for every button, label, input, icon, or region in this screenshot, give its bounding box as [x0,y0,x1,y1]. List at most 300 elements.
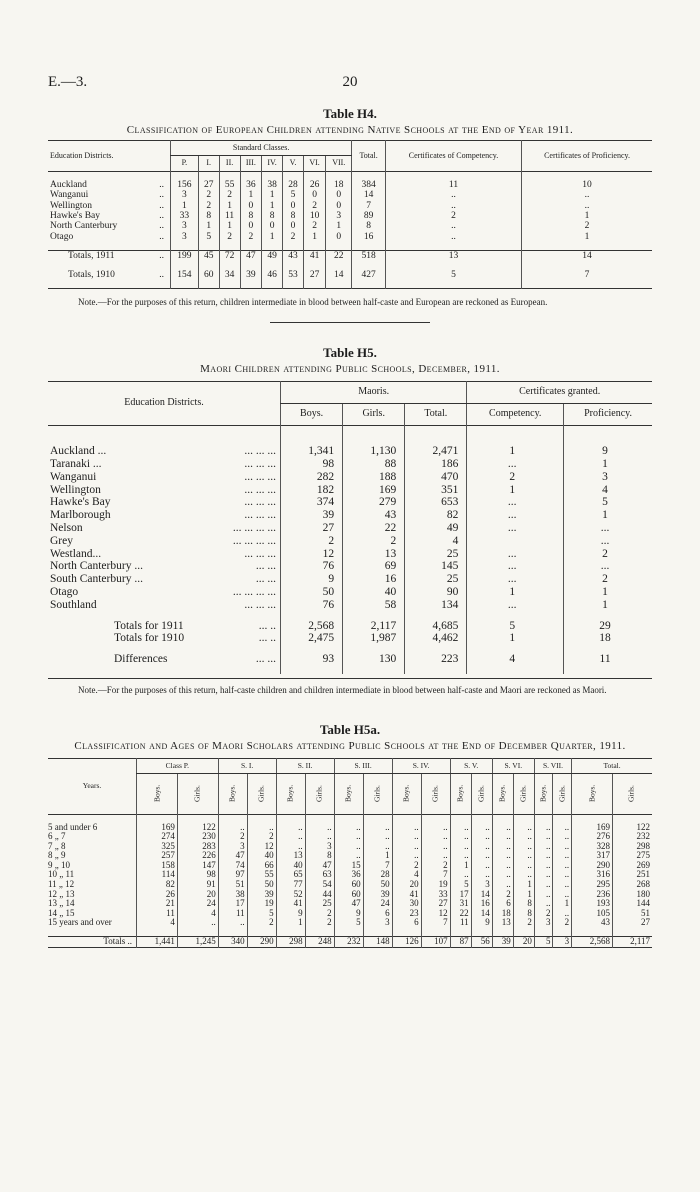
proficiency-count: .. [522,190,652,200]
spacer-row [48,612,652,620]
standard-count: 1 [198,221,219,231]
col-standard: IV. [262,156,283,171]
spacer-cell [343,612,405,620]
standard-count: 26 [303,180,325,190]
district-name [48,190,171,200]
scholar-count: 236 [572,890,613,900]
district-label: Southland [50,598,97,611]
scholar-count: 19 [421,880,450,890]
scholar-count: 39 [492,937,513,948]
scholar-count: 1 [553,899,572,909]
scholar-count: .. [513,832,534,842]
competency-count: ... [467,548,564,561]
boys-count: 1,341 [281,445,343,458]
scholar-count: 55 [247,870,276,880]
competency-count: 11 [385,180,521,190]
scholar-count: 2 [553,918,572,928]
standard-count: 2 [219,190,240,200]
scholar-count: 47 [334,899,363,909]
spacer-cell [262,242,283,251]
proficiency-count: 1 [522,232,652,242]
boys-count: 98 [281,458,343,471]
total-count: 16 [352,232,386,242]
standard-count: 2 [219,232,240,242]
district-label: Otago [50,585,79,598]
district-name [48,496,281,509]
district-name [48,221,171,231]
spacer-row [48,280,652,289]
scholar-count: 20 [513,937,534,948]
competency-count: 13 [385,251,521,262]
competency-count: ... [467,522,564,535]
standard-count: 22 [326,251,352,262]
spacer-cell [48,645,281,653]
standard-count: 1 [219,201,240,211]
total-count: 49 [405,522,467,535]
scholar-count: 251 [612,870,652,880]
district-label: Grey [50,534,73,547]
spacer-cell [283,171,304,180]
scholar-count: 2 [513,918,534,928]
scholar-count: 3 [305,842,334,852]
scholar-count: 1,245 [177,937,218,948]
table-h5-title: Table H5. [323,345,377,361]
standard-count: 46 [262,270,283,280]
standard-count: 199 [171,251,199,262]
boys-count: 50 [281,586,343,599]
scholar-count: .. [513,851,534,861]
scholar-count: 19 [247,899,276,909]
boys-count: 76 [281,599,343,612]
col-class: S. IV. [392,758,450,773]
scholar-count: 283 [177,842,218,852]
girls-count: 40 [343,586,405,599]
col-standard: V. [283,156,304,171]
standard-count: 2 [198,201,219,211]
table-row [48,880,652,890]
spacer-cell [522,242,652,251]
competency-count: 4 [467,653,564,666]
scholar-count: .. [534,832,553,842]
district-label: Totals, 1911 [68,251,115,262]
scholar-count: .. [218,918,247,928]
leader-dots: ... ... [255,653,276,666]
scholar-count: 275 [612,851,652,861]
district-label: South Canterbury ... [50,573,143,586]
standard-count: 1 [240,190,262,200]
age-range: 14 „ 15 [48,907,75,918]
standard-count: 38 [262,180,283,190]
age-range: 9 „ 10 [48,859,70,870]
scholar-count: .. [553,880,572,890]
standard-count: 3 [171,232,199,242]
standard-count: 18 [326,180,352,190]
col-total: Total. [405,403,467,425]
scholar-count: .. [218,823,247,833]
spacer-cell [343,666,405,674]
proficiency-count: 1 [564,509,652,522]
col-standard: VI. [303,156,325,171]
scholar-count: 36 [334,870,363,880]
total-count: 653 [405,496,467,509]
standard-count: 1 [171,201,199,211]
col-boys: Boys. [572,773,613,814]
standard-count: 1 [262,201,283,211]
leader-dots: ... ... ... [244,509,276,522]
scholar-count: .. [534,842,553,852]
scholar-count: 316 [572,870,613,880]
total-count: 89 [352,211,386,221]
col-proficiency: Proficiency. [564,403,652,425]
spacer-row [48,425,652,445]
scholar-count: 274 [137,832,178,842]
district-label: Auckland ... [50,445,107,458]
proficiency-count: 1 [564,586,652,599]
proficiency-count: ... [564,535,652,548]
col-boys: Boys. [492,773,513,814]
district-name [48,211,171,221]
section-divider [270,322,430,323]
scholar-count: 325 [137,842,178,852]
scholar-count: 44 [305,890,334,900]
scholar-count: .. [276,832,305,842]
scholar-count: .. [450,823,471,833]
spacer-cell [281,612,343,620]
scholar-count: .. [363,832,392,842]
district-label: Hawke's Bay [50,211,100,222]
competency-count: 1 [467,484,564,497]
col-standard: VII. [326,156,352,171]
standard-count: 0 [283,201,304,211]
spacer-cell [405,612,467,620]
district-label: Hawke's Bay [50,496,111,509]
scholar-count: 17 [218,899,247,909]
table-row [48,823,652,833]
scholar-count: 144 [612,899,652,909]
scholar-count: .. [471,842,492,852]
competency-count: 2 [385,211,521,221]
scholar-count: 41 [392,890,421,900]
scholar-count: 51 [218,880,247,890]
standard-count: 0 [326,190,352,200]
competency-count: ... [467,496,564,509]
spacer-cell [352,242,386,251]
scholar-count: 47 [218,851,247,861]
table-h5a-subtitle: Classification and Ages of Maori Scholars attending Public Schools at the End of December Quarter, 1911. [74,739,626,752]
proficiency-count: ... [564,522,652,535]
scholar-count: 3 [218,842,247,852]
scholar-count: .. [471,851,492,861]
district-name [48,632,281,645]
total-count: 427 [352,270,386,280]
district-label: Wanganui [50,470,97,483]
scholar-count: .. [534,823,553,833]
spacer-cell [405,666,467,674]
scholar-count: .. [553,851,572,861]
table-h5 [48,381,652,674]
scholar-count: 23 [392,909,421,919]
scholar-count: 56 [471,937,492,948]
table-row [48,201,652,211]
spacer-cell [171,280,199,289]
scholar-count: .. [513,842,534,852]
district-name [48,471,281,484]
table-row [48,445,652,458]
age-range: 13 „ 14 [48,898,75,909]
scholar-count: 98 [177,870,218,880]
boys-count: 76 [281,560,343,573]
col-girls: Girls. [343,403,405,425]
scholar-count: 158 [137,861,178,871]
col-maoris: Maoris. [281,382,467,404]
scholar-count: 74 [218,861,247,871]
scholar-count: 82 [137,880,178,890]
standard-count: 0 [262,221,283,231]
total-count: 470 [405,471,467,484]
scholar-count: 47 [305,861,334,871]
competency-count [467,535,564,548]
boys-count: 182 [281,484,343,497]
scholar-count: 2,117 [612,937,652,948]
district-name [48,270,171,280]
col-boys: Boys. [137,773,178,814]
col-proficiency: Certificates of Proficiency. [522,141,652,172]
table-row [48,573,652,586]
scholar-count: 148 [363,937,392,948]
scholar-count: 8 [513,899,534,909]
spacer-row [48,262,652,270]
standard-count: 10 [303,211,325,221]
scholar-count: 17 [450,890,471,900]
scholar-count: .. [513,823,534,833]
col-competency: Certificates of Competency. [385,141,521,172]
table-row [48,870,652,880]
table-row [48,937,652,948]
district-label: Marlborough [50,509,111,522]
scholar-count: .. [392,851,421,861]
district-name [48,509,281,522]
total-count: 90 [405,586,467,599]
scholar-count: 22 [450,909,471,919]
standard-count: 8 [262,211,283,221]
scholar-count: 60 [334,880,363,890]
col-boys: Boys. [218,773,247,814]
scholar-count: 290 [572,861,613,871]
scholar-count: 5 [450,880,471,890]
scholar-count: 2 [305,918,334,928]
spacer-cell [352,280,386,289]
spacer-row [48,645,652,653]
district-label: North Canterbury ... [50,560,143,573]
scholar-count: 257 [137,851,178,861]
boys-count: 12 [281,548,343,561]
col-class: Total. [572,758,652,773]
table-row [48,909,652,919]
col-boys: Boys. [392,773,421,814]
spacer-cell [240,262,262,270]
table-row [48,251,652,262]
total-count: 25 [405,573,467,586]
table-row [48,484,652,497]
standard-count: 8 [240,211,262,221]
standard-count: 43 [283,251,304,262]
scholar-count: 11 [450,918,471,928]
spacer-cell [522,280,652,289]
spacer-cell [283,242,304,251]
spacer-cell [48,666,281,674]
spacer-cell [385,242,521,251]
scholar-count: .. [492,842,513,852]
boys-count: 2,475 [281,632,343,645]
scholar-count: 3 [363,918,392,928]
scholar-count: 269 [612,861,652,871]
leader-dots: ... ... ... [244,445,276,458]
proficiency-count: 2 [564,573,652,586]
col-class: S. III. [334,758,392,773]
scholar-count: .. [534,880,553,890]
competency-count: .. [385,232,521,242]
scholar-count: 180 [612,890,652,900]
total-count: 4,685 [405,620,467,633]
proficiency-count: 1 [522,211,652,221]
col-girls: Girls. [421,773,450,814]
standard-count: 49 [262,251,283,262]
scholar-count: .. [363,842,392,852]
scholar-count: .. [276,842,305,852]
scholar-count: .. [553,823,572,833]
scholar-count: 2,568 [572,937,613,948]
total-count: 186 [405,458,467,471]
spacer-cell [48,612,281,620]
scholar-count: 107 [421,937,450,948]
age-range: 15 years and over [48,917,112,928]
standard-count: 0 [303,190,325,200]
scholar-count: 11 [137,909,178,919]
scholar-count: 33 [421,890,450,900]
district-name [48,484,281,497]
boys-count: 93 [281,653,343,666]
boys-count: 374 [281,496,343,509]
standard-count: 34 [219,270,240,280]
scholar-count: 193 [572,899,613,909]
col-boys: Boys. [281,403,343,425]
proficiency-count: 4 [564,484,652,497]
district-name [48,458,281,471]
table-row [48,620,652,633]
table-row [48,861,652,871]
competency-count: ... [467,599,564,612]
scholar-count: 30 [392,899,421,909]
spacer-cell [262,280,283,289]
scholar-count: .. [534,899,553,909]
spacer-cell [385,262,521,270]
scholar-count: 63 [305,870,334,880]
spacer-cell [385,171,521,180]
scholar-count: 38 [218,890,247,900]
boys-count: 282 [281,471,343,484]
scholar-count: .. [450,842,471,852]
total-count: 14 [352,190,386,200]
spacer-cell [564,666,652,674]
scholar-count: .. [450,851,471,861]
leader-dots: .. [159,190,164,201]
col-class: Class P. [137,758,219,773]
scholar-count: .. [492,870,513,880]
scholar-count: 2 [218,832,247,842]
spacer-cell [534,928,553,937]
age-range: 10 „ 11 [48,869,75,880]
standard-count: 27 [198,180,219,190]
table-row [48,842,652,852]
scholar-count: 2 [421,861,450,871]
col-certificates: Certificates granted. [467,382,652,404]
spacer-cell [48,262,171,270]
spacer-cell [198,262,219,270]
scholar-count: 2 [534,909,553,919]
table-row [48,832,652,842]
scholar-count: 39 [247,890,276,900]
table-row [48,548,652,561]
competency-count: .. [385,201,521,211]
scholar-count: 248 [305,937,334,948]
standard-count: 5 [198,232,219,242]
leader-dots: .. [159,251,164,262]
scholar-count: 4 [392,870,421,880]
scholar-count: .. [334,851,363,861]
competency-count: 5 [467,620,564,633]
proficiency-count: 18 [564,632,652,645]
scholar-count: 16 [471,899,492,909]
spacer-cell [283,280,304,289]
table-h5-note: Note.—For the purposes of this return, half-caste children and children intermediate in blood between half-caste and Maori are reckoned as Maori. [48,678,652,696]
col-class: S. VI. [492,758,534,773]
scholar-count: 39 [363,890,392,900]
scholar-count: .. [421,823,450,833]
scholar-count: 268 [612,880,652,890]
scholar-count: .. [421,842,450,852]
spacer-cell [171,171,199,180]
leader-dots: ... ... ... [244,496,276,509]
spacer-cell [303,280,325,289]
spacer-cell [467,645,564,653]
total-count: 8 [352,221,386,231]
scholar-count: 4 [177,909,218,919]
table-row [48,899,652,909]
spacer-cell [303,171,325,180]
scholar-count: 3 [534,918,553,928]
scholar-count: 4 [137,918,178,928]
spacer-cell [326,262,352,270]
col-standard: P. [171,156,199,171]
table-row [48,496,652,509]
spacer-cell [343,425,405,445]
district-label: Totals for 1910 [114,632,185,645]
spacer-cell [564,645,652,653]
scholar-count: .. [177,918,218,928]
spacer-row [48,814,652,823]
standard-count: 47 [240,251,262,262]
scholar-count: 298 [612,842,652,852]
col-districts: Education Districts. [124,396,204,408]
table-row [48,190,652,200]
girls-count: 1,987 [343,632,405,645]
proficiency-count: 29 [564,620,652,633]
scholar-count: 50 [247,880,276,890]
scholar-count: 5 [534,937,553,948]
leader-dots: ... ... [255,560,276,573]
scholar-count: 28 [363,870,392,880]
scholar-count: 1 [513,890,534,900]
